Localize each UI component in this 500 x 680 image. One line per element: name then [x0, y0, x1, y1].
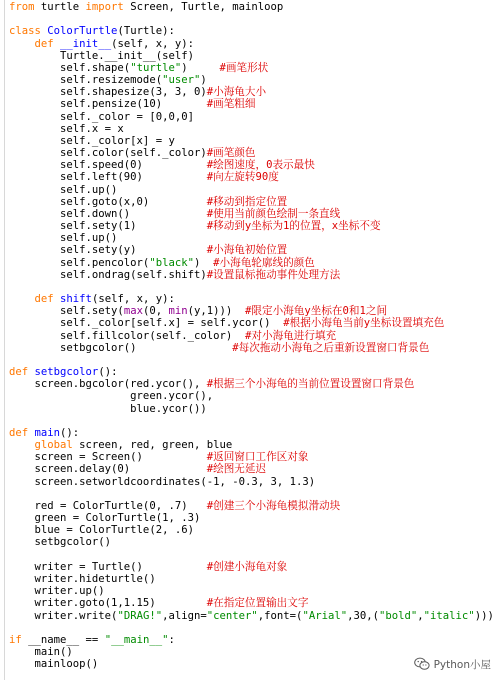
code-comment: #设置鼠标拖动事件处理方法 [206, 268, 341, 281]
code-line [9, 403, 207, 415]
code-line [9, 269, 340, 281]
code-text: writer.hideturtle() [9, 572, 156, 585]
code-text: ,font=( [257, 609, 303, 622]
code-line [9, 330, 336, 342]
code-text: setbgcolor() [9, 341, 233, 354]
string-literal: "__main__" [104, 633, 169, 646]
code-text: (): [98, 366, 118, 379]
code-comment: #在指定位置输出文字 [206, 597, 309, 610]
code-line [9, 573, 156, 585]
code-line [9, 159, 315, 171]
code-text: blue.ycor()) [9, 402, 207, 415]
code-comment: #创建小海龟对象 [206, 560, 288, 573]
code-line [9, 123, 124, 135]
code-text: (y,1))) [187, 305, 246, 318]
code-line [9, 171, 279, 183]
code-comment: #根据三个小海龟的当前位置设置窗口背景色 [206, 378, 415, 391]
code-text: screen, red, green, blue [72, 439, 233, 452]
code-line [9, 451, 308, 463]
code-line [9, 184, 117, 196]
code-line [9, 98, 255, 110]
code-comment: #小海龟大小 [206, 86, 267, 99]
code-text: __name__ == [21, 633, 105, 646]
code-line [9, 135, 175, 147]
code-text: screen.bgcolor(red.ycor(), [9, 378, 207, 391]
code-line [9, 342, 429, 354]
code-text: self._color[x] = y [9, 134, 175, 147]
code-text: (self, x, y): [91, 293, 175, 306]
code-text: self.resizemode( [9, 74, 163, 87]
keyword: import [85, 1, 124, 13]
code-text: screen.setworldcoordinates(-1, -0.3, 3, 1.3) [9, 475, 316, 488]
code-line [9, 25, 175, 37]
code-text: self.fillcolor(self._color) [9, 329, 245, 342]
code-text: self.shapesize(3, 3, 0) [9, 86, 207, 99]
string-literal: "italic" [423, 609, 475, 622]
code-line [9, 536, 111, 548]
code-line [9, 50, 194, 62]
code-text: red = ColorTurtle(0, .7) [9, 499, 207, 512]
code-comment: #每次拖动小海龟之后重新设置窗口背景色 [232, 341, 430, 354]
code-text [9, 439, 35, 451]
code-comment: #移动到指定位置 [206, 195, 288, 208]
code-text: : [168, 633, 175, 646]
keyword: from [9, 1, 35, 13]
string-literal: "black" [149, 256, 194, 269]
keyword: class [9, 25, 41, 38]
code-text: turtle [34, 1, 86, 13]
code-line [9, 111, 194, 123]
keyword: def [34, 37, 54, 50]
code-text: self.speed(0) [9, 159, 207, 172]
keyword: global [34, 439, 73, 452]
def-name: __init__ [60, 37, 112, 50]
code-text: self.shape( [9, 61, 131, 74]
code-text: self._color = [0,0,0] [9, 110, 194, 123]
wechat-icon [414, 657, 430, 671]
code-text: ))) [474, 609, 494, 622]
code-text: blue = ColorTurtle(2, .6) [9, 524, 194, 537]
code-text: self.down() [9, 207, 207, 220]
code-text: (self, x, y): [111, 37, 194, 50]
code-text: self.sety(y) [9, 244, 207, 257]
code-line [9, 62, 268, 74]
code-text: self.pencolor( [9, 256, 150, 269]
code-text [9, 38, 35, 50]
code-comment: #小海龟轮廓线的颜色 [213, 256, 315, 269]
code-comment: #移动到y坐标为1的位置，x坐标不变 [206, 220, 381, 233]
code-line [9, 305, 387, 317]
code-line [9, 390, 213, 402]
code-line [9, 427, 79, 439]
code-line [9, 463, 266, 475]
code-line [9, 476, 315, 488]
builtin-name: min [168, 305, 188, 318]
code-line [9, 86, 266, 98]
code-text: green.ycor(), [9, 390, 214, 403]
code-comment: #画笔形状 [219, 61, 269, 74]
string-literal: "bold" [378, 609, 418, 622]
keyword: def [9, 366, 29, 379]
code-comment: #创建三个小海龟模拟滑动块 [206, 499, 341, 512]
code-text: (Turtle): [117, 25, 175, 38]
code-text: self.color(self._color) [9, 147, 207, 160]
code-line [9, 500, 340, 512]
code-text: (): [60, 426, 80, 439]
code-comment: #绘图无延迟 [206, 463, 267, 476]
def-name: main [34, 426, 61, 439]
code-text: setbgcolor() [9, 536, 112, 549]
def-name: ColorTurtle [47, 25, 118, 38]
def-name: setbgcolor [34, 366, 99, 379]
code-line [9, 196, 287, 208]
code-line [9, 634, 175, 646]
code-comment: #根据小海龟当前y坐标设置填充色 [283, 317, 445, 330]
code-text: self.up() [9, 232, 118, 245]
code-text: self.ondrag(self.shift) [9, 268, 207, 281]
code-line [9, 524, 194, 536]
string-literal: "user" [162, 74, 201, 87]
code-line [9, 220, 381, 232]
code-text: self.left(90) [9, 171, 207, 184]
code-text: ,30,( [347, 609, 379, 622]
code-line [9, 658, 98, 670]
code-comment: #向左旋转90度 [206, 171, 279, 184]
code-text: ,align= [162, 609, 207, 622]
code-text: ) [193, 256, 214, 269]
code-line [9, 147, 255, 159]
builtin-name: max [123, 305, 143, 318]
code-line [9, 366, 117, 378]
code-line [9, 317, 444, 329]
code-comment: #返回窗口工作区对象 [206, 451, 309, 464]
code-line [9, 257, 315, 269]
code-text: self.pensize(10) [9, 98, 207, 111]
code-text [9, 293, 35, 305]
code-line [9, 585, 105, 597]
code-text: ) [200, 74, 207, 87]
code-comment: #对小海龟进行填充 [245, 329, 337, 342]
code-text: self.sety(1) [9, 220, 207, 233]
keyword: def [34, 293, 54, 306]
code-comment: #小海龟初始位置 [206, 244, 288, 257]
code-line [9, 561, 287, 573]
code-text: , [417, 609, 424, 622]
code-text: self.sety( [9, 305, 124, 318]
code-line [9, 597, 308, 609]
code-line [9, 610, 494, 622]
code-comment: #画笔颜色 [206, 147, 256, 160]
code-line [9, 293, 175, 305]
code-line [9, 232, 117, 244]
code-line [9, 74, 207, 86]
code-comment: #使用当前颜色绘制一条直线 [206, 207, 341, 220]
code-line [9, 208, 340, 220]
code-text: screen.delay(0) [9, 463, 207, 476]
keyword: def [9, 426, 29, 439]
keyword: if [9, 633, 22, 646]
code-text: self._color[self.x] = self.ycor() [9, 317, 284, 330]
code-text: green = ColorTurtle(1, .3) [9, 512, 201, 525]
code-line [9, 439, 232, 451]
code-line [9, 378, 414, 390]
code-line [9, 646, 73, 658]
string-literal: "turtle" [130, 61, 182, 74]
code-text: self.goto(x,0) [9, 195, 207, 208]
code-comment: #绘图速度，0表示最快 [206, 159, 315, 172]
code-comment: #画笔粗细 [206, 98, 256, 111]
code-line [9, 244, 287, 256]
code-text: writer.goto(1,1.15) [9, 597, 207, 610]
code-text: (0, [142, 305, 169, 318]
code-line [9, 512, 200, 524]
code-comment: #限定小海龟y坐标在0和1之间 [245, 305, 388, 318]
string-literal: "DRAG!" [117, 609, 163, 622]
code-text: self.up() [9, 183, 118, 196]
code-editor[interactable] [4, 0, 500, 680]
code-line [9, 38, 194, 50]
code-text: ) [181, 61, 220, 74]
watermark-text: Python小屋 [433, 658, 491, 671]
code-text: mainloop() [9, 658, 99, 671]
code-text: writer.write( [9, 609, 118, 622]
code-text: Turtle.__init__(self) [9, 49, 194, 62]
code-text: Screen, Turtle, mainloop [123, 1, 284, 13]
code-text: main() [9, 646, 73, 658]
def-name: shift [60, 293, 92, 306]
watermark [411, 654, 494, 674]
code-text: screen = Screen() [9, 451, 207, 464]
string-literal: "center" [206, 609, 258, 622]
code-text: writer.up() [9, 585, 105, 598]
code-text: self.x = x [9, 122, 124, 135]
code-text: writer = Turtle() [9, 560, 207, 573]
string-literal: "Arial" [302, 609, 348, 622]
code-line [9, 1, 283, 13]
